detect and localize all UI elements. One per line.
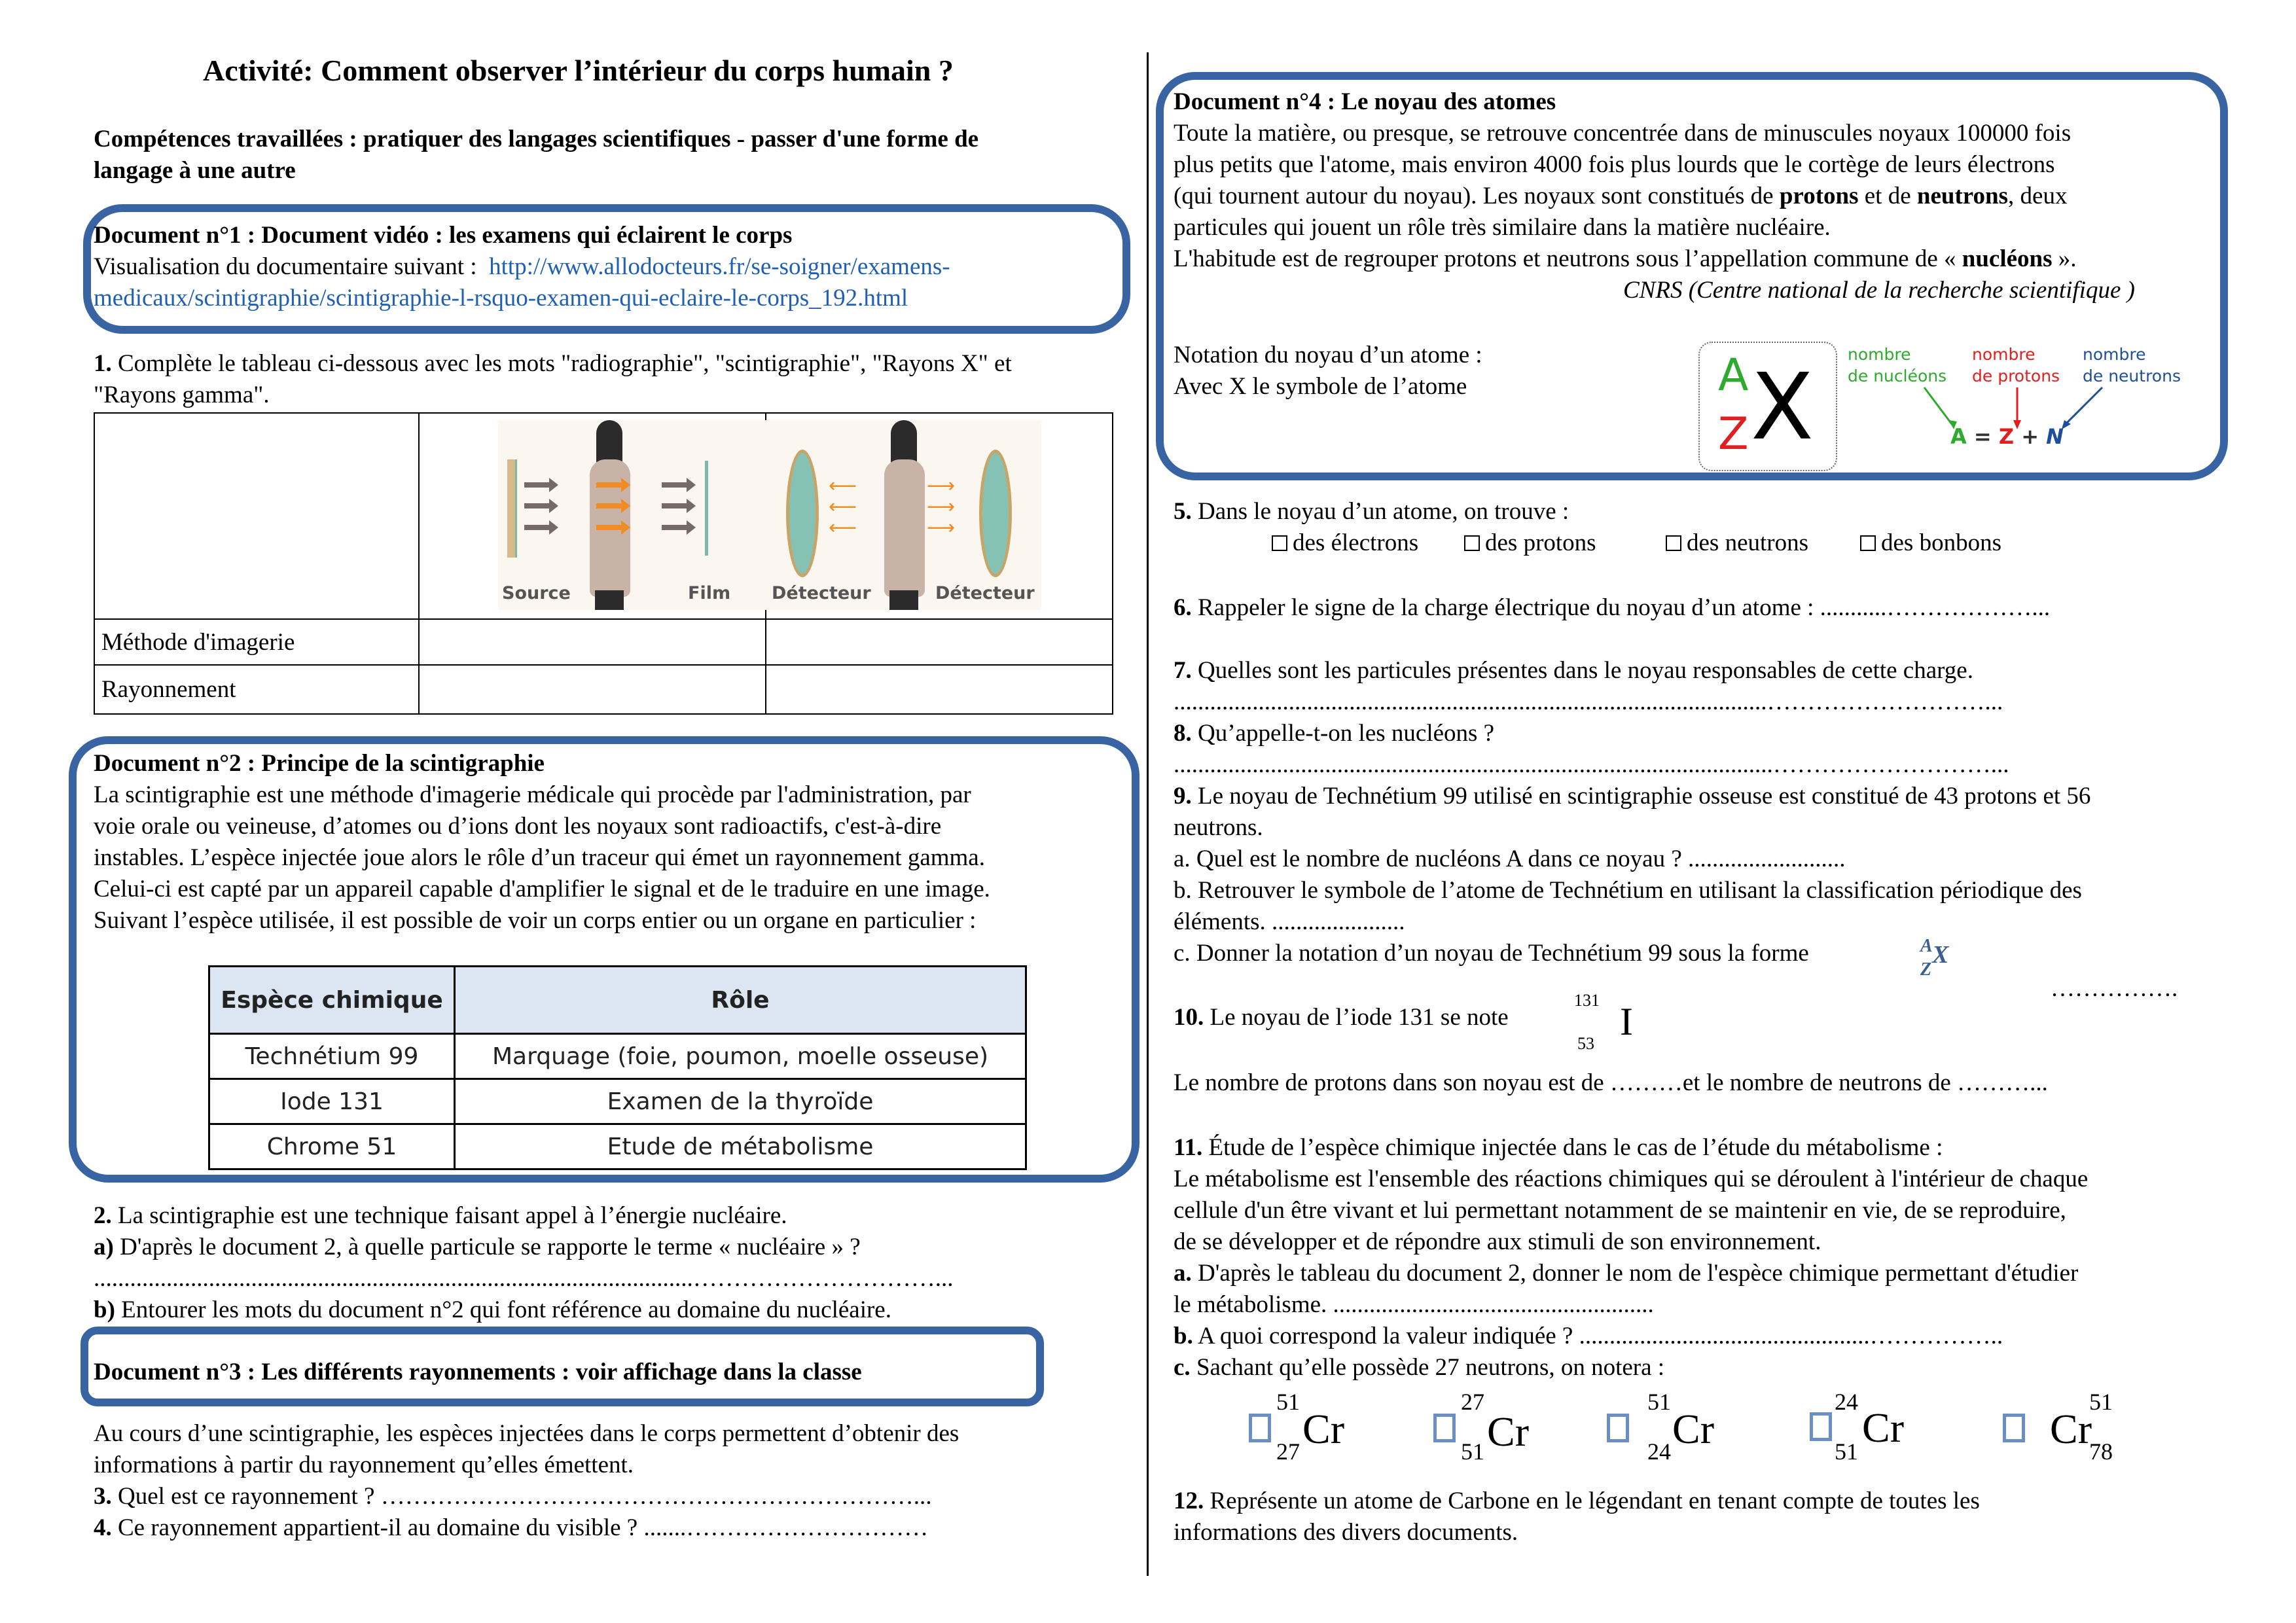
role-cell: Etude de métabolisme bbox=[455, 1124, 1026, 1169]
document-3-line1: Au cours d’une scintigraphie, les espèces injectées dans le corps permettent d’obtenir des bbox=[94, 1420, 960, 1447]
mass-number: 51 bbox=[1647, 1389, 1671, 1415]
document-4-line: particules qui jouent un rôle très similaire dans la matière nucléaire. bbox=[1174, 214, 1831, 241]
document-4-source: CNRS (Centre national de la recherche scientifique ) bbox=[1623, 277, 2135, 304]
option-label: des électrons bbox=[1293, 529, 1419, 556]
label-detector-left: Détecteur bbox=[772, 583, 871, 603]
text-span: L'habitude est de regrouper protons et neutrons sous l’appellation commune de « bbox=[1174, 245, 1962, 272]
question-5-number: 5. bbox=[1174, 498, 1192, 525]
document-1-link[interactable]: http://www.allodocteurs.fr/se-soigner/examens- bbox=[489, 253, 950, 280]
film-plate bbox=[705, 461, 708, 556]
patient-figure bbox=[583, 420, 636, 610]
chromium-choice[interactable] bbox=[1433, 1389, 1564, 1465]
legend-text: de nucléons bbox=[1848, 366, 1947, 385]
atomic-number: 53 bbox=[1577, 1034, 1594, 1053]
scintigraphy-illustration bbox=[766, 420, 1041, 610]
header-species: Espèce chimique bbox=[209, 967, 455, 1034]
question-11b-label: b. bbox=[1174, 1323, 1193, 1349]
xray-arrow bbox=[662, 482, 688, 488]
chromium-choice[interactable] bbox=[1810, 1389, 1941, 1465]
question-5-option[interactable] bbox=[1860, 527, 2001, 559]
document-2-line: Suivant l’espèce utilisée, il est possible de voir un corps entier ou un organe en particulier : bbox=[94, 907, 977, 934]
table-empty-corner bbox=[94, 413, 419, 619]
competences-line1: Compétences travaillées : pratiquer des langages scientifiques - passer d'une forme de bbox=[94, 126, 979, 152]
mass-number: 131 bbox=[1574, 991, 1600, 1010]
question-11b-text: A quoi correspond la valeur indiquée ? ................................................…………….. bbox=[1193, 1323, 2003, 1349]
form-Z: Z bbox=[1920, 959, 1932, 980]
mass-number: 51 bbox=[2089, 1389, 2113, 1415]
document-1-link-continued[interactable]: medicaux/scintigraphie/scintigraphie-l-rsquo-examen-qui-eclaire-le-corps_192.html bbox=[94, 285, 908, 312]
radiography-illustration-cell bbox=[419, 413, 766, 619]
document-3-heading: Document n°3 : Les différents rayonnements : voir affichage dans la classe bbox=[94, 1359, 862, 1385]
question-7-number: 7. bbox=[1174, 657, 1192, 684]
role-cell: Examen de la thyroïde bbox=[455, 1079, 1026, 1124]
text-span: (qui tournent autour du noyau). Les noyaux sont constitués de bbox=[1174, 183, 1780, 209]
document-1-intro bbox=[94, 251, 950, 283]
question-4-text: Ce rayonnement appartient-il au domaine du visible ? .......………………………… bbox=[111, 1514, 929, 1541]
question-2-text: La scintigraphie est une technique faisant appel à l’énergie nucléaire. bbox=[111, 1202, 787, 1229]
legend-nucleons bbox=[1848, 344, 1946, 387]
answer-cell-method-scintigraphy[interactable] bbox=[766, 619, 1113, 665]
table-row bbox=[209, 1124, 1026, 1169]
checkbox[interactable] bbox=[2003, 1414, 2025, 1442]
gamma-rays-left: ⟵ ⟵ ⟵ bbox=[829, 474, 857, 539]
xray-arrow bbox=[662, 503, 688, 508]
mass-number-A: A bbox=[1718, 349, 1749, 401]
question-11 bbox=[1174, 1132, 1943, 1164]
keyword-protons: protons bbox=[1779, 183, 1859, 209]
question-10-number: 10. bbox=[1174, 1004, 1204, 1031]
question-8-number: 8. bbox=[1174, 720, 1192, 747]
document-1-heading: Document n°1 : Document vidéo : les examens qui éclairent le corps bbox=[94, 222, 793, 249]
source-plate bbox=[507, 459, 517, 558]
question-12-number: 12. bbox=[1174, 1488, 1204, 1514]
chemical-species-table bbox=[208, 965, 1027, 1170]
form-A: A bbox=[1920, 936, 1933, 956]
detector-left bbox=[786, 450, 819, 577]
question-11b[interactable] bbox=[1174, 1321, 2003, 1352]
metabolism-definition-line: de se développer et de répondre aux stimuli de son environnement. bbox=[1174, 1228, 1821, 1255]
question-5 bbox=[1174, 496, 1569, 527]
formula-N: N bbox=[2046, 424, 2064, 449]
question-2a-answer-line[interactable]: ...................................................................................................…………………………... bbox=[94, 1265, 954, 1292]
question-1-number: 1. bbox=[94, 350, 112, 377]
question-2a bbox=[94, 1232, 861, 1263]
question-11c-label: c. bbox=[1174, 1354, 1191, 1381]
label-detector-right: Détecteur bbox=[935, 583, 1035, 603]
document-3-line2: informations à partir du rayonnement qu’elles émettent. bbox=[94, 1452, 634, 1478]
atomic-number: 51 bbox=[1461, 1438, 1484, 1465]
question-7 bbox=[1174, 655, 1973, 687]
question-9-number: 9. bbox=[1174, 783, 1192, 810]
question-1-line2: "Rayons gamma". bbox=[94, 382, 270, 408]
table-row bbox=[209, 1034, 1026, 1079]
notation-form-AZX bbox=[1919, 937, 1950, 983]
chromium-choice[interactable] bbox=[1249, 1389, 1380, 1465]
legend-protons bbox=[1972, 344, 2060, 387]
option-label: des bonbons bbox=[1881, 529, 2001, 556]
document-1-intro-text: Visualisation du documentaire suivant : bbox=[94, 253, 477, 280]
checkbox[interactable] bbox=[1272, 535, 1287, 551]
question-3-number: 3. bbox=[94, 1483, 112, 1510]
detector-right bbox=[979, 450, 1012, 577]
species-cell: Iode 131 bbox=[209, 1079, 455, 1124]
question-9-text: Le noyau de Technétium 99 utilisé en scintigraphie osseuse est constitué de 43 protons et 56 bbox=[1191, 783, 2091, 810]
question-5-text: Dans le noyau d’un atome, on trouve : bbox=[1191, 498, 1570, 525]
question-8-answer-line[interactable]: ...................................................................................................………………………... bbox=[1174, 751, 2009, 778]
mass-number: 24 bbox=[1835, 1389, 1858, 1415]
legend-text: nombre bbox=[1848, 345, 1911, 364]
formula-A: A bbox=[1950, 424, 1967, 449]
document-2-line: Celui-ci est capté par un appareil capable d'amplifier le signal et de le traduire en une image. bbox=[94, 876, 990, 902]
question-11c bbox=[1174, 1352, 1664, 1383]
question-11-text: Étude de l’espèce chimique injectée dans le cas de l’étude du métabolisme : bbox=[1202, 1134, 1943, 1161]
legend-neutrons bbox=[2083, 344, 2181, 387]
question-5-option[interactable] bbox=[1272, 527, 1418, 559]
document-4-line bbox=[1174, 181, 2067, 212]
question-6[interactable] bbox=[1174, 592, 2050, 624]
question-9b-line2[interactable]: éléments. ...................... bbox=[1174, 908, 1405, 935]
formula-Z: Z bbox=[1998, 424, 2015, 449]
question-5-option[interactable] bbox=[1666, 527, 1808, 559]
question-2b bbox=[94, 1294, 891, 1326]
answer-cell-radiation-scintigraphy[interactable] bbox=[766, 665, 1113, 714]
legend-text: de protons bbox=[1972, 366, 2060, 385]
checkbox[interactable] bbox=[1464, 535, 1480, 551]
header-role: Rôle bbox=[455, 967, 1026, 1034]
question-6-number: 6. bbox=[1174, 594, 1192, 621]
element-symbol-X: X bbox=[1751, 354, 1814, 461]
row-label-method: Méthode d'imagerie bbox=[94, 619, 419, 665]
xray-arrow bbox=[662, 525, 688, 530]
checkbox[interactable] bbox=[1666, 535, 1681, 551]
column-divider bbox=[1147, 52, 1149, 1576]
chromium-choice[interactable] bbox=[1607, 1389, 1738, 1465]
question-9c: c. Donner la notation d’un noyau de Technétium 99 sous la forme bbox=[1174, 940, 1809, 967]
question-2-number: 2. bbox=[94, 1202, 112, 1229]
question-10 bbox=[1174, 1002, 1509, 1033]
page-title: Activité: Comment observer l’intérieur du corps humain ? bbox=[203, 54, 954, 87]
checkbox[interactable] bbox=[1607, 1414, 1629, 1442]
legend-text: de neutrons bbox=[2083, 366, 2181, 385]
question-12 bbox=[1174, 1486, 1980, 1517]
table-row bbox=[209, 1079, 1026, 1124]
xray-arrow bbox=[524, 525, 550, 530]
document-2-line: La scintigraphie est une méthode d'imagerie médicale qui procède par l'administration, par bbox=[94, 781, 971, 808]
question-2a-text: D'après le document 2, à quelle particule se rapporte le terme « nucléaire » ? bbox=[113, 1234, 861, 1260]
xray-arrow bbox=[596, 503, 622, 508]
species-cell: Chrome 51 bbox=[209, 1124, 455, 1169]
question-9-line2: neutrons. bbox=[1174, 814, 1263, 841]
chromium-choice[interactable] bbox=[2003, 1389, 2134, 1465]
metabolism-definition-line: Le métabolisme est l'ensemble des réactions chimiques qui se déroulent à l'intérieur de chaque bbox=[1174, 1166, 2089, 1192]
question-4-number: 4. bbox=[94, 1514, 112, 1541]
checkbox[interactable] bbox=[1249, 1414, 1271, 1442]
atomic-number: 78 bbox=[2089, 1438, 2113, 1465]
element-symbol: Cr bbox=[1672, 1406, 1714, 1452]
option-label: des protons bbox=[1485, 529, 1596, 556]
row-label-radiation: Rayonnement bbox=[94, 665, 419, 714]
question-2b-text: Entourer les mots du document n°2 qui font référence au domaine du nucléaire. bbox=[115, 1296, 891, 1323]
text-span: , deux bbox=[2008, 183, 2068, 209]
question-7-answer-line[interactable]: ..................................................................................................………………………... bbox=[1174, 688, 2003, 715]
gamma-rays-right: ⟶ ⟶ ⟶ bbox=[927, 474, 956, 539]
text-span: et de bbox=[1858, 183, 1917, 209]
scintigraphy-illustration-cell bbox=[766, 413, 1113, 619]
question-10-text: Le noyau de l’iode 131 se note bbox=[1204, 1004, 1509, 1031]
question-10-followup[interactable]: Le nombre de protons dans son noyau est de ………et le nombre de neutrons de ………... bbox=[1174, 1069, 2048, 1096]
label-film: Film bbox=[688, 583, 731, 603]
metabolism-definition-line: cellule d'un être vivant et lui permettant notamment de se maintenir en vie, de se reproduire, bbox=[1174, 1197, 2066, 1224]
question-11c-text: Sachant qu’elle possède 27 neutrons, on notera : bbox=[1190, 1354, 1665, 1381]
iodine-131-notation bbox=[1571, 985, 1649, 1057]
document-2-heading: Document n°2 : Principe de la scintigraphie bbox=[94, 750, 545, 777]
keyword-neutrons: neutrons bbox=[1916, 183, 2009, 209]
question-9b-line1: b. Retrouver le symbole de l’atome de Technétium en utilisant la classification périodique des bbox=[1174, 877, 2082, 904]
question-11a-line2[interactable]: le métabolisme. ..................................................... bbox=[1174, 1291, 1654, 1318]
question-3-text: Quel est ce rayonnement ? …………………………………………………………... bbox=[111, 1483, 932, 1510]
question-2b-label: b) bbox=[94, 1296, 115, 1323]
answer-cell-method-radiography[interactable] bbox=[419, 619, 766, 665]
notation-line2: Avec X le symbole de l’atome bbox=[1174, 373, 1467, 400]
mass-number: 27 bbox=[1461, 1389, 1484, 1415]
checkbox[interactable] bbox=[1860, 535, 1876, 551]
xray-arrow bbox=[524, 503, 550, 508]
legend-text: nombre bbox=[1972, 345, 2036, 364]
element-symbol: Cr bbox=[1487, 1408, 1529, 1455]
question-1 bbox=[94, 348, 1012, 380]
question-12-text: Représente un atome de Carbone en le légendant en tenant compte de toutes les bbox=[1204, 1488, 1980, 1514]
table-row bbox=[94, 619, 1113, 665]
legend-text: nombre bbox=[2083, 345, 2146, 364]
atomic-number: 51 bbox=[1835, 1438, 1858, 1465]
answer-cell-radiation-radiography[interactable] bbox=[419, 665, 766, 714]
element-symbol: Cr bbox=[1862, 1404, 1904, 1451]
formula-plus: + bbox=[2014, 424, 2047, 449]
question-2 bbox=[94, 1200, 787, 1232]
question-9 bbox=[1174, 781, 2090, 812]
document-4-line: Toute la matière, ou presque, se retrouve concentrée dans de minuscules noyaux 100000 fois bbox=[1174, 120, 2072, 147]
document-2-line: instables. L’espèce injectée joue alors le rôle d’un traceur qui émet un rayonnement gamma. bbox=[94, 844, 985, 871]
option-label: des neutrons bbox=[1687, 529, 1808, 556]
label-source: Source bbox=[502, 583, 571, 603]
question-1-text: Complète le tableau ci-dessous avec les mots "radiographie", "scintigraphie", "Rayons X" et bbox=[111, 350, 1012, 377]
patient-figure bbox=[878, 420, 930, 610]
document-4-heading: Document n°4 : Le noyau des atomes bbox=[1174, 88, 1556, 115]
question-11a-text: D'après le tableau du document 2, donner le nom de l'espèce chimique permettant d'étudier bbox=[1191, 1260, 2079, 1287]
xray-arrow bbox=[596, 525, 622, 530]
formula-A-Z-N bbox=[1950, 424, 2064, 449]
competences-line2: langage à une autre bbox=[94, 157, 296, 184]
atomic-number: 27 bbox=[1276, 1438, 1300, 1465]
text-span: ». bbox=[2052, 245, 2077, 272]
question-11a-label: a. bbox=[1174, 1260, 1192, 1287]
question-2a-label: a) bbox=[94, 1234, 114, 1260]
question-11a bbox=[1174, 1258, 2078, 1289]
form-X: X bbox=[1932, 941, 1949, 969]
species-cell: Technétium 99 bbox=[209, 1034, 455, 1079]
notation-line1: Notation du noyau d’un atome : bbox=[1174, 342, 1482, 368]
document-4-line bbox=[1174, 243, 2077, 275]
question-8 bbox=[1174, 718, 1494, 749]
nucleus-notation-card bbox=[1698, 342, 1837, 471]
question-7-text: Quelles sont les particules présentes dans le noyau responsables de cette charge. bbox=[1191, 657, 1973, 684]
element-symbol: I bbox=[1620, 1000, 1633, 1043]
xray-arrow bbox=[524, 482, 550, 488]
question-9a[interactable]: a. Quel est le nombre de nucléons A dans ce noyau ? .......................... bbox=[1174, 846, 1846, 872]
question-12-line2: informations des divers documents. bbox=[1174, 1519, 1518, 1546]
mass-number: 51 bbox=[1276, 1389, 1300, 1415]
formula-equals: = bbox=[1966, 424, 1999, 449]
table-row bbox=[94, 665, 1113, 714]
question-6-text: Rappeler le signe de la charge électrique du noyau d’un atome : ...........………………... bbox=[1191, 594, 2051, 621]
checkbox[interactable] bbox=[1810, 1412, 1832, 1441]
question-4[interactable] bbox=[94, 1512, 928, 1544]
question-11-number: 11. bbox=[1174, 1134, 1203, 1161]
role-cell: Marquage (foie, poumon, moelle osseuse) bbox=[455, 1034, 1026, 1079]
question-5-option[interactable] bbox=[1464, 527, 1596, 559]
imaging-methods-table bbox=[94, 412, 1113, 715]
xray-arrow bbox=[596, 482, 622, 488]
question-3[interactable] bbox=[94, 1481, 931, 1512]
keyword-nucleons: nucléons bbox=[1962, 245, 2053, 272]
atomic-number: 24 bbox=[1647, 1438, 1671, 1465]
element-symbol: Cr bbox=[1302, 1406, 1344, 1452]
radiography-illustration bbox=[498, 420, 766, 610]
question-9c-answer[interactable]: ……………. bbox=[2051, 975, 2178, 1002]
atomic-number-Z: Z bbox=[1718, 408, 1749, 460]
element-symbol: Cr bbox=[2050, 1406, 2092, 1452]
checkbox[interactable] bbox=[1433, 1414, 1456, 1442]
document-2-line: voie orale ou veineuse, d’atomes ou d’ions dont les noyaux sont radioactifs, c'est-à-dire bbox=[94, 813, 942, 840]
question-8-text: Qu’appelle-t-on les nucléons ? bbox=[1191, 720, 1495, 747]
document-4-line: plus petits que l'atome, mais environ 4000 fois plus lourds que le cortège de leurs électrons bbox=[1174, 151, 2055, 178]
